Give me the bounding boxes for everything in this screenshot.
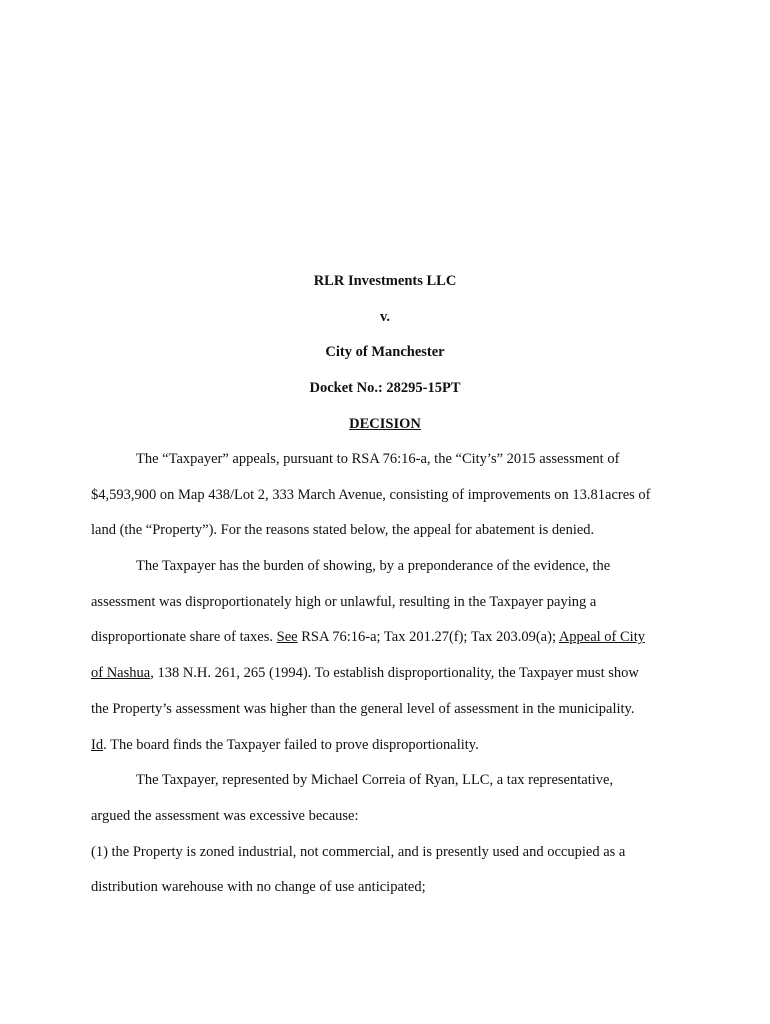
- p2-line-1: The Taxpayer has the burden of showing, by a preponderance of the evidence, the: [136, 558, 611, 574]
- case-citation-appeal-of-city: Appeal of City: [558, 629, 645, 645]
- p1-line-2: $4,593,900 on Map 438/Lot 2, 333 March Avenue, consisting of improvements on 13.81acres of: [91, 487, 651, 503]
- citation-see: See: [276, 629, 298, 645]
- citation-id: Id: [91, 737, 104, 753]
- docket-number: Docket No.: 28295-15PT: [309, 380, 461, 396]
- p1-line-1: The “Taxpayer” appeals, pursuant to RSA 76:16-a, the “City’s” 2015 assessment of: [136, 451, 620, 467]
- p2-line-3: [91, 628, 645, 646]
- p2-line-5: the Property’s assessment was higher than the general level of assessment in the municipality.: [91, 701, 635, 717]
- p2-line-4: [91, 664, 639, 682]
- p2-line-6: [91, 736, 479, 754]
- p3-line-3: (1) the Property is zoned industrial, not commercial, and is presently used and occupied as a: [91, 844, 626, 860]
- caption-party1: RLR Investments LLC: [313, 273, 457, 289]
- p1-line-3: land (the “Property”). For the reasons stated below, the appeal for abatement is denied.: [91, 522, 595, 538]
- decision-title: [0, 415, 770, 433]
- decision-title-text: DECISION: [349, 416, 421, 432]
- p2-line-3-text-b: RSA 76:16-a; Tax 201.27(f); Tax 203.09(a);: [297, 629, 559, 645]
- p2-line-6-text: . The board finds the Taxpayer failed to prove disproportionality.: [103, 737, 479, 753]
- caption-party2: City of Manchester: [325, 344, 445, 360]
- p2-line-4-text: , 138 N.H. 261, 265 (1994). To establish disproportionality, the Taxpayer must show: [150, 665, 639, 681]
- p2-line-3-text-a: disproportionate share of taxes.: [91, 629, 277, 645]
- case-citation-of-nashua: of Nashua: [91, 665, 151, 681]
- p3-line-2: argued the assessment was excessive because:: [91, 808, 359, 824]
- caption-versus: v.: [379, 309, 391, 325]
- p3-line-1: The Taxpayer, represented by Michael Correia of Ryan, LLC, a tax representative,: [136, 772, 614, 788]
- p2-line-2: assessment was disproportionately high or unlawful, resulting in the Taxpayer paying a: [91, 594, 597, 610]
- p3-line-4: distribution warehouse with no change of use anticipated;: [91, 879, 426, 895]
